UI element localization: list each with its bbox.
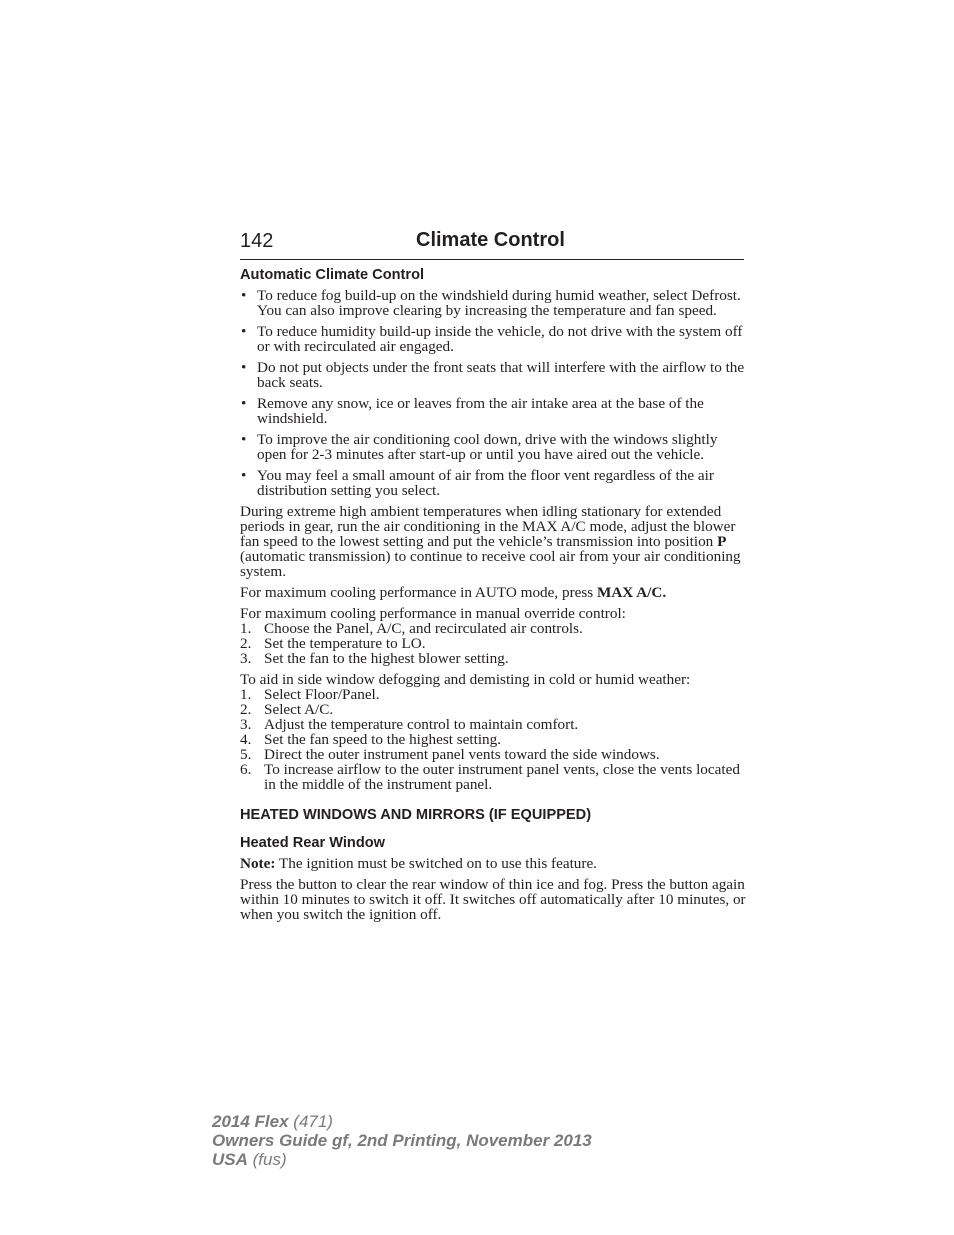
max-ac-paragraph: For maximum cooling performance in AUTO mode, press MAX A/C. — [240, 584, 667, 601]
list-item: 1. Select Floor/Panel. — [240, 686, 380, 703]
page-content — [240, 266, 746, 928]
list-item: • To reduce fog build-up on the windshield during humid weather, select Defrost. You can also improve clearing by increasing the temperature and fan speed. — [240, 288, 746, 318]
heated-windows-section-heading: HEATED WINDOWS AND MIRRORS (IF EQUIPPED) — [240, 807, 592, 823]
list-item: 6. To increase airflow to the outer instrument panel vents, close the vents located in the middle of the instrument panel. — [240, 761, 740, 793]
heated-rear-window-body: Press the button to clear the rear window of thin ice and fog. Press the button again within 10 minutes to switch it off. It switches off automatically after 10 minutes, or when you switch the ignition off. — [240, 876, 746, 923]
page-footer — [212, 1112, 592, 1169]
automatic-climate-heading: Automatic Climate Control — [240, 267, 425, 283]
list-item: 2. Select A/C. — [240, 701, 334, 718]
list-item: 4. Set the fan speed to the highest setting. — [240, 731, 502, 748]
footer-model: 2014 Flex (471) — [212, 1112, 333, 1131]
defog-steps — [240, 687, 746, 792]
list-item: 3. Set the fan to the highest blower setting. — [240, 650, 509, 667]
page-header — [240, 228, 744, 260]
list-item: • You may feel a small amount of air from the floor vent regardless of the air distribution setting you select. — [240, 468, 746, 498]
list-item: 2. Set the temperature to LO. — [240, 635, 426, 652]
list-item: • Do not put objects under the front seats that will interfere with the airflow to the back seats. — [240, 360, 746, 390]
list-item: • To improve the air conditioning cool down, drive with the windows slightly open for 2-3 minutes after start-up or until you have aired out the vehicle. — [240, 432, 746, 462]
defog-intro: To aid in side window defogging and demisting in cold or humid weather: — [240, 671, 691, 688]
list-item: 3. Adjust the temperature control to maintain comfort. — [240, 716, 579, 733]
note-paragraph: Note: The ignition must be switched on to use this feature. — [240, 855, 597, 872]
footer-market: USA (fus) — [212, 1150, 287, 1169]
list-item: • To reduce humidity build-up inside the vehicle, do not drive with the system off or with recirculated air engaged. — [240, 324, 746, 354]
list-item: 5. Direct the outer instrument panel vents toward the side windows. — [240, 746, 660, 763]
list-item: 1. Choose the Panel, A/C, and recirculated air controls. — [240, 620, 583, 637]
page-number: 142 — [240, 230, 274, 252]
manual-override-steps — [240, 621, 746, 666]
footer-guide: Owners Guide gf, 2nd Printing, November 2013 — [212, 1131, 592, 1150]
chapter-title: Climate Control — [416, 229, 565, 251]
tips-bullet-list — [240, 288, 746, 498]
extreme-temperature-paragraph: During extreme high ambient temperatures when idling stationary for extended periods in gear, run the air conditioning in the MAX A/C mode, adjust the blower fan speed to the lowest setting and put the vehicle’s transmission into position P (automatic transmission) to continue to receive cool air from your air conditioning system. — [240, 503, 741, 580]
heated-rear-window-heading: Heated Rear Window — [240, 835, 386, 851]
manual-override-intro: For maximum cooling performance in manual override control: — [240, 605, 626, 622]
list-item: • Remove any snow, ice or leaves from the air intake area at the base of the windshield. — [240, 396, 746, 426]
